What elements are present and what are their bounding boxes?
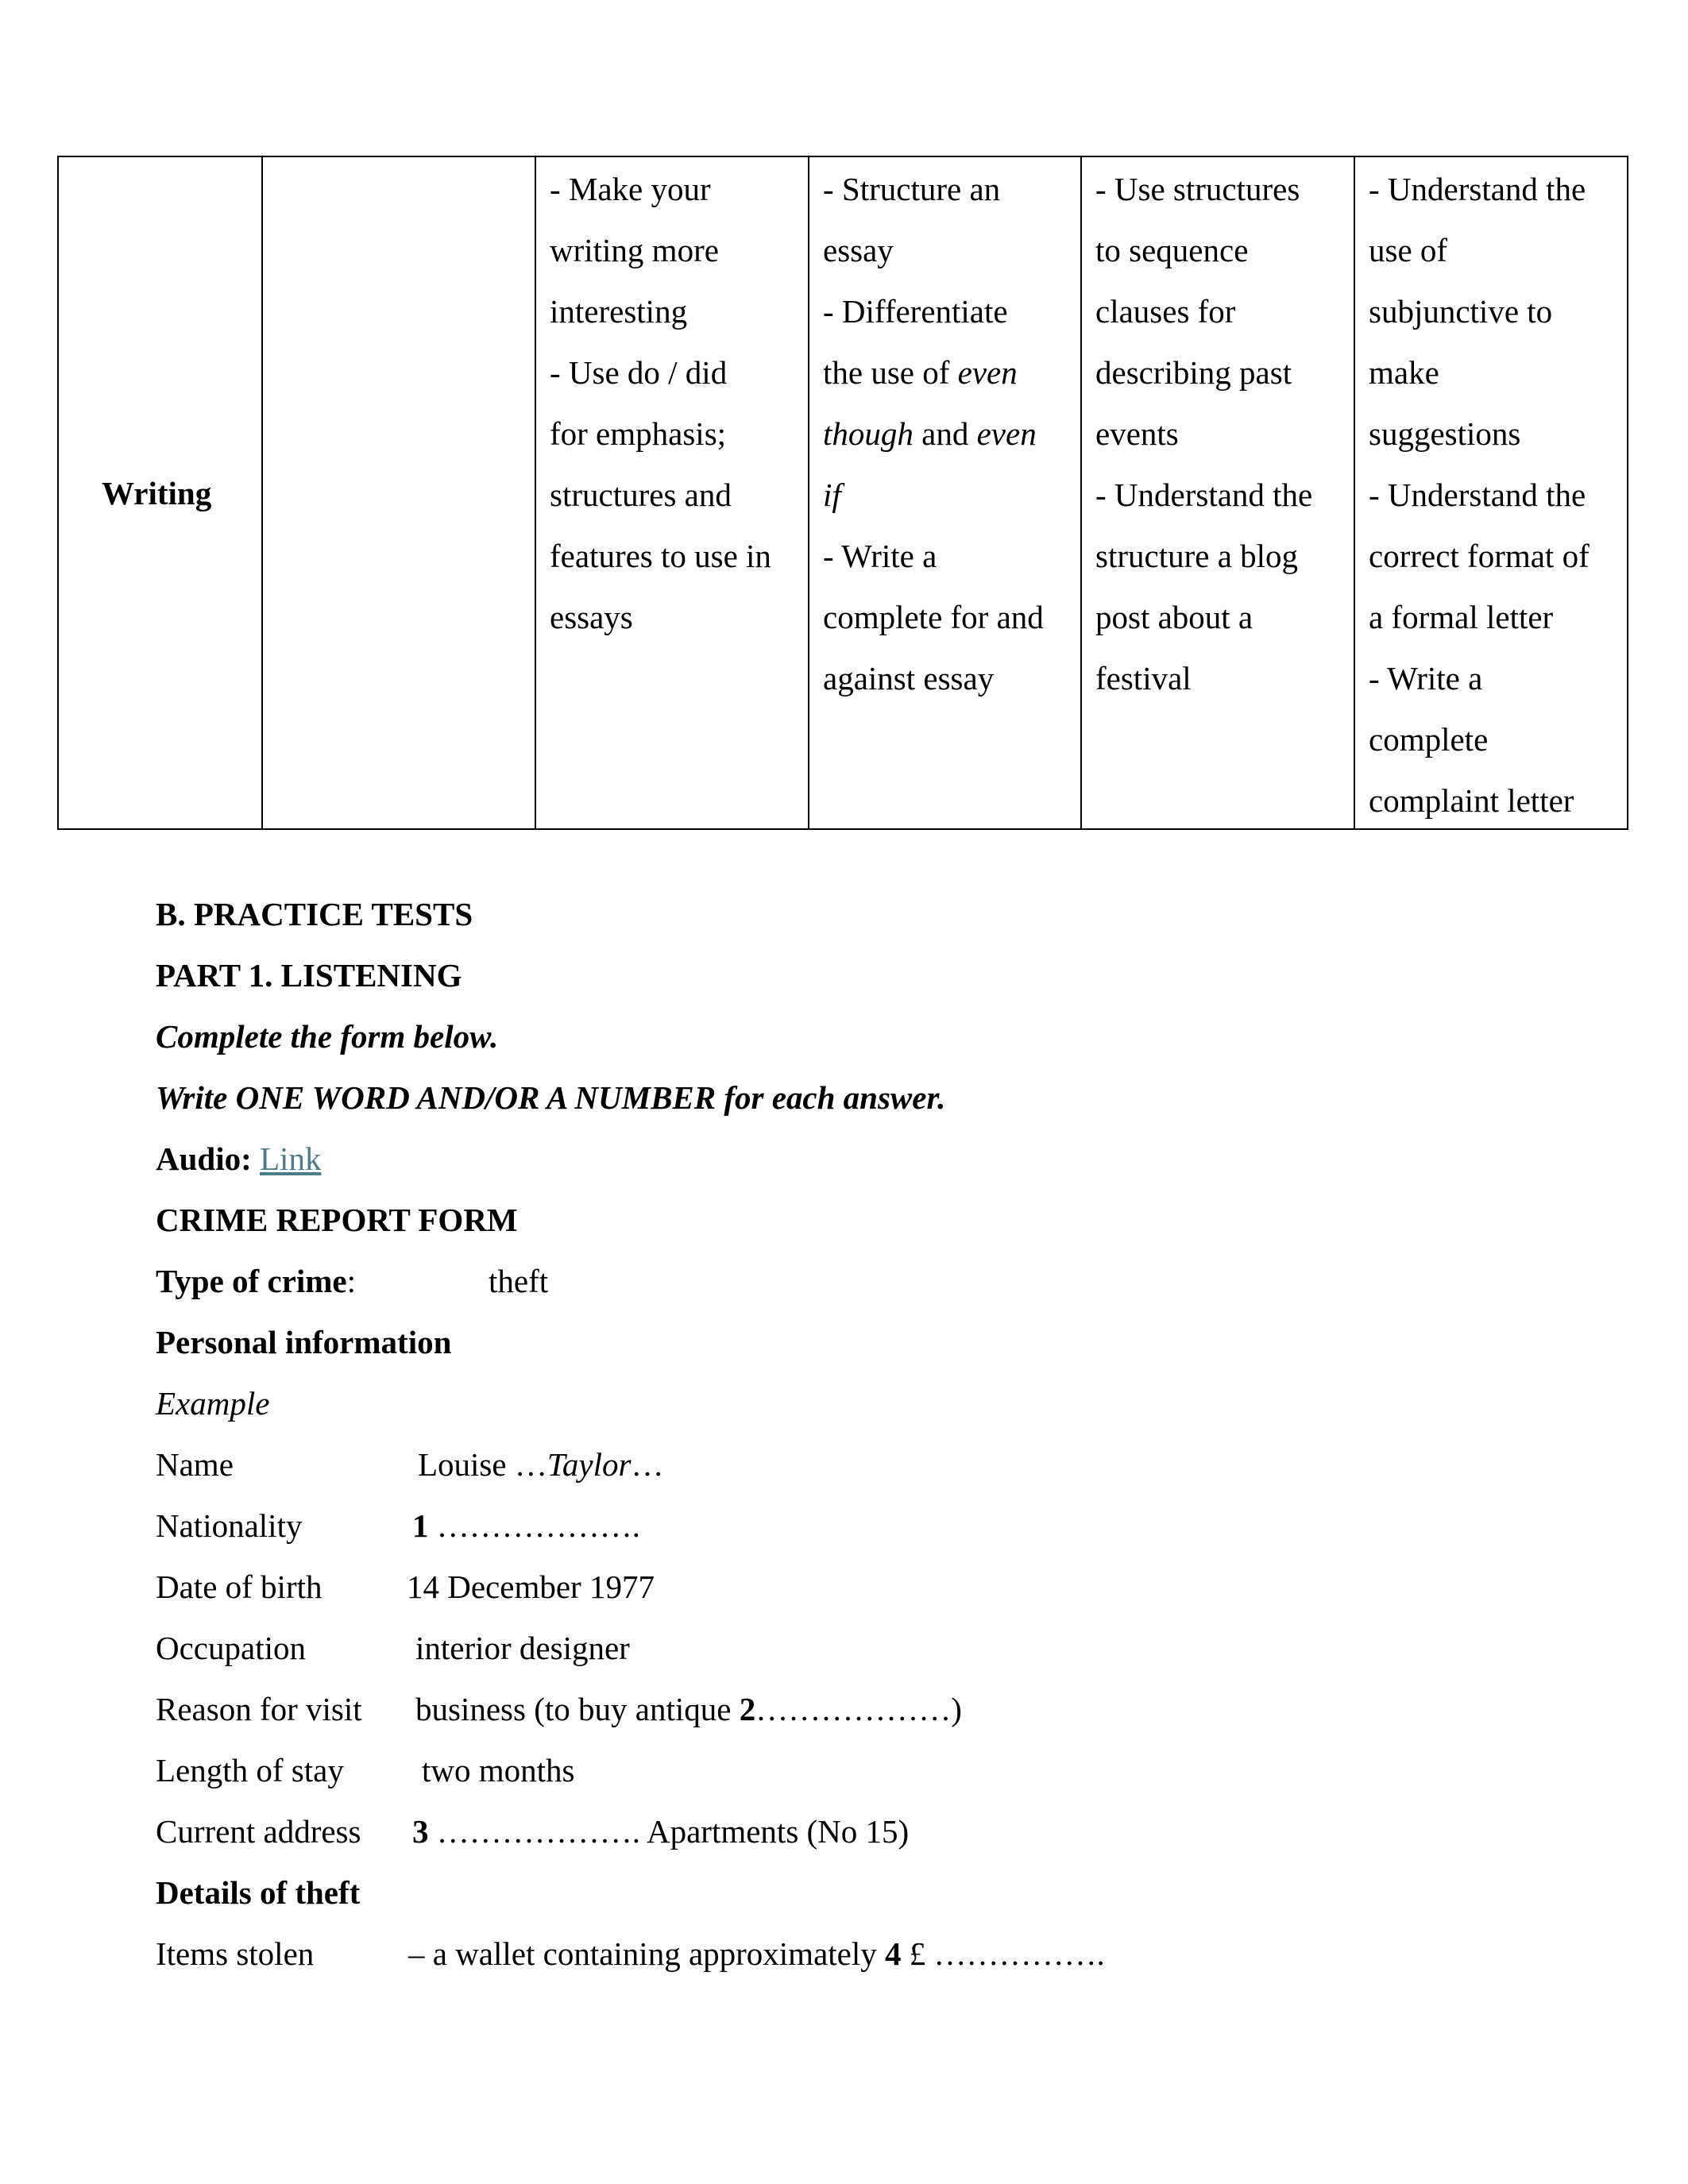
name-row — [156, 1434, 1586, 1495]
cell-line — [823, 159, 1080, 220]
cell-line — [550, 159, 808, 220]
type-value: theft — [489, 1263, 549, 1299]
syllabus-table — [57, 156, 1627, 830]
cell-text: make — [1369, 354, 1439, 391]
type-colon: : — [346, 1263, 357, 1299]
cell-text: essays — [550, 599, 633, 635]
occupation-label: Occupation — [156, 1630, 306, 1666]
answer-blank-4: £ ……………. — [901, 1935, 1105, 1972]
nationality-label: Nationality — [156, 1507, 303, 1544]
cell-text: - Structure an — [823, 171, 1001, 207]
cell-text: subjunctive to — [1369, 293, 1553, 330]
cell-line — [1095, 159, 1354, 220]
reason-row — [156, 1679, 1586, 1740]
answer-blank-1: ………………. — [428, 1507, 640, 1544]
cell-line — [1095, 526, 1354, 587]
cell-text: interesting — [550, 293, 688, 330]
cell-text: - Write a — [823, 538, 937, 574]
question-number-1: 1 — [412, 1507, 429, 1544]
cell-line — [1369, 465, 1627, 526]
cell-text: essay — [823, 232, 894, 268]
cell-text: the use of — [823, 354, 958, 391]
occupation-row — [156, 1618, 1586, 1679]
cell-text: use of — [1369, 232, 1448, 268]
stay-value: two months — [422, 1752, 575, 1788]
dob-row — [156, 1557, 1586, 1618]
cell-text: - Use do / did — [550, 354, 728, 391]
section-heading: B. PRACTICE TESTS — [156, 896, 473, 932]
table-cell — [263, 156, 536, 830]
cell-line — [1369, 220, 1627, 281]
cell-text: - Understand the — [1369, 171, 1586, 207]
reason-label: Reason for visit — [156, 1691, 362, 1727]
table-cell — [1082, 156, 1355, 830]
items-row — [156, 1924, 1586, 1985]
cell-line — [1095, 587, 1354, 648]
cell-line — [1095, 281, 1354, 342]
cell-text: - Differentiate — [823, 293, 1008, 330]
cell-line — [550, 220, 808, 281]
question-number-2: 2 — [739, 1691, 756, 1727]
cell-line — [1095, 465, 1354, 526]
details-heading: Details of theft — [156, 1874, 361, 1911]
name-value-dots: … — [631, 1446, 664, 1483]
question-number-4: 4 — [885, 1935, 902, 1972]
cell-text: - Understand the — [1369, 477, 1586, 513]
cell-line — [1369, 526, 1627, 587]
audio-line — [156, 1129, 1586, 1190]
part-heading: PART 1. LISTENING — [156, 957, 462, 994]
nationality-row — [156, 1495, 1586, 1557]
row-label-writing: Writing — [102, 475, 212, 511]
example-label: Example — [156, 1385, 270, 1422]
cell-text: - Understand the — [1095, 477, 1313, 513]
cell-line — [1369, 403, 1627, 465]
cell-line — [1369, 709, 1627, 770]
cell-line — [823, 220, 1080, 281]
cell-line — [1095, 220, 1354, 281]
cell-line — [550, 465, 808, 526]
cell-text: for emphasis; — [550, 415, 727, 452]
address-label: Current address — [156, 1813, 361, 1850]
personal-info-heading: Personal information — [156, 1324, 452, 1360]
cell-line — [550, 587, 808, 648]
stay-label: Length of stay — [156, 1752, 344, 1788]
cell-line — [1095, 403, 1354, 465]
occupation-value: interior designer — [415, 1630, 630, 1666]
cell-text: suggestions — [1369, 415, 1521, 452]
cell-text: post about a — [1095, 599, 1253, 635]
type-label: Type of crime — [156, 1263, 347, 1299]
answer-blank-3: ………………. Apartments (No 15) — [428, 1813, 910, 1850]
cell-text: features to use in — [550, 538, 771, 574]
cell-line — [1369, 587, 1627, 648]
cell-text: and — [913, 415, 977, 452]
name-value — [418, 1434, 663, 1495]
items-text: – a wallet containing approximately — [408, 1935, 886, 1972]
name-value-surname: Taylor — [547, 1446, 632, 1483]
cell-line — [550, 403, 808, 465]
cell-text: complaint letter — [1369, 782, 1574, 819]
practice-test-section — [156, 884, 1586, 1985]
name-label: Name — [156, 1446, 234, 1483]
cell-text: festival — [1095, 660, 1192, 696]
cell-text: a formal letter — [1369, 599, 1554, 635]
cell-line — [1095, 648, 1354, 709]
cell-text: - Make your — [550, 171, 711, 207]
items-value — [408, 1924, 1105, 1985]
cell-text: against essay — [823, 660, 995, 696]
cell-text: writing more — [550, 232, 719, 268]
name-value-first: Louise … — [418, 1446, 547, 1483]
dob-value: 14 December 1977 — [407, 1569, 655, 1605]
cell-line — [550, 342, 808, 403]
cell-line — [823, 526, 1080, 587]
cell-text: complete — [1369, 721, 1489, 758]
reason-text: business (to buy antique — [415, 1691, 740, 1727]
cell-text: structures and — [550, 477, 732, 513]
cell-line — [1369, 770, 1627, 832]
cell-text: even — [957, 354, 1018, 391]
question-number-3: 3 — [412, 1813, 429, 1850]
cell-text: correct format of — [1369, 538, 1590, 574]
cell-line — [823, 403, 1080, 465]
cell-text: to sequence — [1095, 232, 1249, 268]
reason-value — [415, 1679, 962, 1740]
cell-line — [1095, 342, 1354, 403]
cell-text: events — [1095, 415, 1179, 452]
cell-text: if — [823, 477, 841, 513]
instruction-1: Complete the form below. — [156, 1018, 499, 1055]
cell-line — [823, 281, 1080, 342]
audio-label: Audio: — [156, 1140, 261, 1177]
cell-line — [823, 465, 1080, 526]
table-cell — [536, 156, 809, 830]
cell-text: structure a blog — [1095, 538, 1299, 574]
table-cell — [1355, 156, 1628, 830]
cell-line — [823, 342, 1080, 403]
stay-row — [156, 1740, 1586, 1801]
cell-line — [1369, 648, 1627, 709]
cell-line — [1369, 159, 1627, 220]
type-of-crime-row — [156, 1251, 1586, 1312]
cell-text: describing past — [1095, 354, 1292, 391]
cell-text: clauses for — [1095, 293, 1236, 330]
cell-line — [1369, 281, 1627, 342]
cell-text: - Write a — [1369, 660, 1483, 696]
cell-line — [1369, 342, 1627, 403]
nationality-value — [412, 1495, 640, 1557]
dob-label: Date of birth — [156, 1569, 323, 1605]
cell-line — [823, 648, 1080, 709]
audio-link[interactable]: Link — [260, 1140, 322, 1177]
answer-blank-2: ………………) — [755, 1691, 962, 1727]
cell-text: complete for and — [823, 599, 1044, 635]
table-cell — [809, 156, 1082, 830]
cell-line — [550, 526, 808, 587]
cell-line — [550, 281, 808, 342]
form-title: CRIME REPORT FORM — [156, 1202, 518, 1238]
address-row — [156, 1801, 1586, 1862]
instruction-2: Write ONE WORD AND/OR A NUMBER for each answer. — [156, 1079, 946, 1116]
cell-text: though — [823, 415, 914, 452]
table-cell-skill — [57, 156, 263, 830]
address-value — [412, 1801, 909, 1862]
cell-line — [823, 587, 1080, 648]
items-label: Items stolen — [156, 1935, 315, 1972]
cell-text: even — [976, 415, 1037, 452]
cell-text: - Use structures — [1095, 171, 1300, 207]
